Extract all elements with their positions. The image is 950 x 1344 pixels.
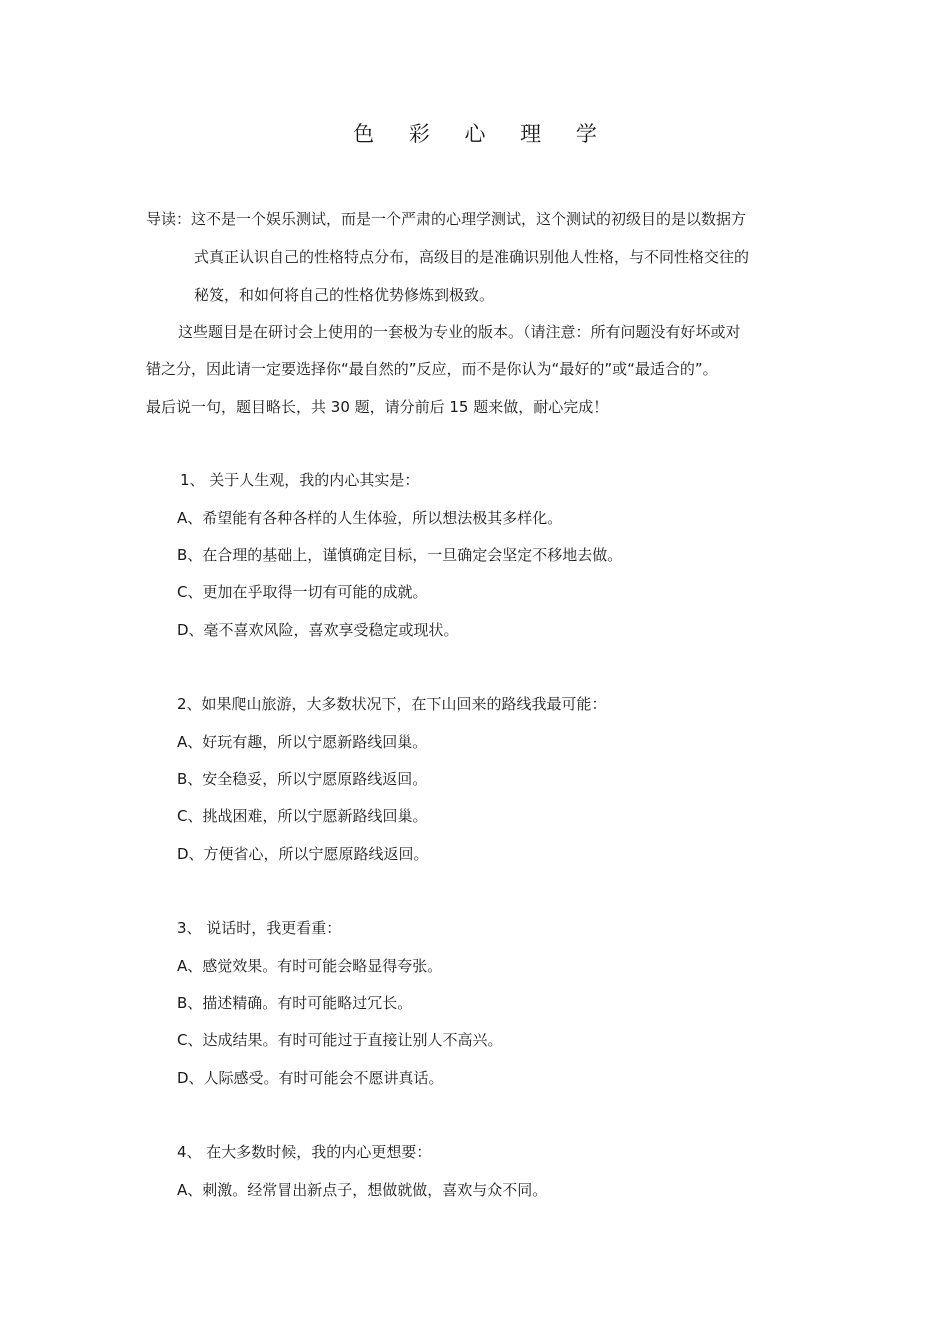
question-2-text: 2、如果爬山旅游，大多数状况下，在下山回来的路线我最可能： [177, 695, 607, 713]
intro-line: 这些题目是在研讨会上使用的一套极为专业的版本。（请注意：所有问题没有好坏或对 [178, 323, 741, 341]
question-1-option-b: B、在合理的基础上，谨慎确定目标，一旦确定会坚定不移地去做。 [177, 546, 623, 564]
question-1-option-c: C、更加在乎取得一切有可能的成就。 [177, 583, 428, 601]
intro-line: 错之分，因此请一定要选择你“最自然的”反应，而不是你认为“最好的”或“最适合的”。 [146, 360, 718, 378]
intro-line: 式真正认识自己的性格特点分布，高级目的是准确识别他人性格，与不同性格交往的 [194, 248, 750, 266]
question-3-option-a: A、感觉效果。有时可能会略显得夸张。 [177, 957, 443, 975]
intro-line: 秘笈，和如何将自己的性格优势修炼到极致。 [194, 286, 495, 304]
question-1-option-a: A、希望能有各种各样的人生体验，所以想法极其多样化。 [177, 509, 563, 527]
question-3-option-c: C、达成结果。有时可能过于直接让别人不高兴。 [177, 1031, 503, 1049]
intro-line: 导读：这不是一个娱乐测试，而是一个严肃的心理学测试，这个测试的初级目的是以数据方 [146, 210, 747, 228]
question-2-option-a: A、好玩有趣，所以宁愿新路线回巢。 [177, 733, 428, 751]
intro-line: 最后说一句，题目略长，共 30 题，请分前后 15 题来做，耐心完成！ [146, 398, 609, 416]
question-3-option-b: B、描述精确。有时可能略过冗长。 [177, 994, 413, 1012]
page-title: 色 彩 心 理 学 [353, 122, 611, 146]
question-3-text: 3、 说话时，我更看重： [177, 919, 342, 937]
question-3-option-d: D、人际感受。有时可能会不愿讲真话。 [177, 1069, 444, 1087]
question-2-option-d: D、方便省心，所以宁愿原路线返回。 [177, 845, 429, 863]
question-1-text: 1、 关于人生观，我的内心其实是： [180, 471, 420, 489]
question-4-option-a: A、刺激。经常冒出新点子，想做就做，喜欢与众不同。 [177, 1181, 548, 1199]
question-2-option-c: C、挑战困难，所以宁愿新路线回巢。 [177, 807, 428, 825]
question-1-option-d: D、毫不喜欢风险，喜欢享受稳定或现状。 [177, 621, 459, 639]
question-2-option-b: B、安全稳妥，所以宁愿原路线返回。 [177, 770, 428, 788]
question-4-text: 4、 在大多数时候，我的内心更想要： [177, 1143, 432, 1161]
